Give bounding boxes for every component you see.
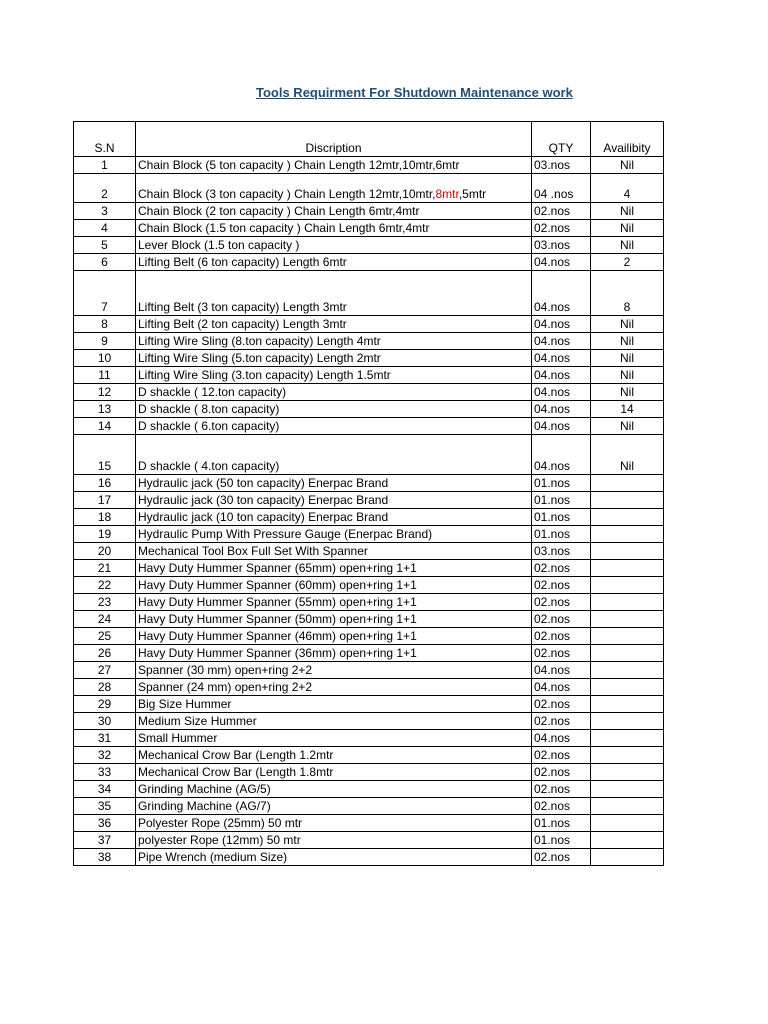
cell-description: Big Size Hummer <box>136 696 532 713</box>
table-row <box>74 254 664 271</box>
cell-description: Havy Duty Hummer Spanner (36mm) open+ring 1+1 <box>136 645 532 662</box>
cell-availability <box>591 849 664 866</box>
table-row <box>74 157 664 174</box>
cell-description: D shackle ( 6.ton capacity) <box>136 418 532 435</box>
cell-description: Pipe Wrench (medium Size) <box>136 849 532 866</box>
cell-availability <box>591 713 664 730</box>
cell-availability: Nil <box>591 316 664 333</box>
table-row <box>74 492 664 509</box>
cell-qty: 01.nos <box>532 509 591 526</box>
cell-qty: 01.nos <box>532 492 591 509</box>
cell-availability <box>591 679 664 696</box>
cell-description: Grinding Machine (AG/7) <box>136 798 532 815</box>
cell-availability: Nil <box>591 203 664 220</box>
cell-availability: Nil <box>591 418 664 435</box>
cell-availability <box>591 798 664 815</box>
cell-availability <box>591 543 664 560</box>
table-row <box>74 577 664 594</box>
cell-qty: 03.nos <box>532 543 591 560</box>
cell-sn: 35 <box>74 798 136 815</box>
cell-sn: 17 <box>74 492 136 509</box>
cell-qty: 04.nos <box>532 384 591 401</box>
cell-sn: 28 <box>74 679 136 696</box>
table-row <box>74 679 664 696</box>
cell-availability: Nil <box>591 220 664 237</box>
cell-description: Havy Duty Hummer Spanner (65mm) open+ring 1+1 <box>136 560 532 577</box>
cell-description: Havy Duty Hummer Spanner (60mm) open+ring 1+1 <box>136 577 532 594</box>
cell-availability: Nil <box>591 350 664 367</box>
cell-qty: 01.nos <box>532 815 591 832</box>
cell-description: Hydraulic jack (10 ton capacity) Enerpac Brand <box>136 509 532 526</box>
cell-availability <box>591 526 664 543</box>
cell-description: Lifting Wire Sling (5.ton capacity) Length 2mtr <box>136 350 532 367</box>
header-row <box>74 122 664 157</box>
cell-sn: 1 <box>74 157 136 174</box>
cell-description: Havy Duty Hummer Spanner (50mm) open+ring 1+1 <box>136 611 532 628</box>
table-row <box>74 509 664 526</box>
cell-sn: 19 <box>74 526 136 543</box>
cell-qty: 04.nos <box>532 662 591 679</box>
cell-availability <box>591 611 664 628</box>
cell-availability <box>591 832 664 849</box>
cell-description: Chain Block (5 ton capacity ) Chain Length 12mtr,10mtr,6mtr <box>136 157 532 174</box>
cell-description: Spanner (30 mm) open+ring 2+2 <box>136 662 532 679</box>
table-row <box>74 781 664 798</box>
cell-sn: 23 <box>74 594 136 611</box>
desc-part: ,5mtr <box>458 187 487 201</box>
cell-sn: 18 <box>74 509 136 526</box>
tools-table <box>73 121 664 866</box>
cell-sn: 24 <box>74 611 136 628</box>
cell-description: Medium Size Hummer <box>136 713 532 730</box>
table-row <box>74 316 664 333</box>
cell-sn: 37 <box>74 832 136 849</box>
cell-qty: 02.nos <box>532 203 591 220</box>
cell-sn: 6 <box>74 254 136 271</box>
cell-availability <box>591 628 664 645</box>
cell-description: Spanner (24 mm) open+ring 2+2 <box>136 679 532 696</box>
cell-sn: 20 <box>74 543 136 560</box>
cell-qty: 02.nos <box>532 849 591 866</box>
cell-description: Mechanical Crow Bar (Length 1.2mtr <box>136 747 532 764</box>
cell-sn: 26 <box>74 645 136 662</box>
cell-sn: 5 <box>74 237 136 254</box>
cell-description: Mechanical Crow Bar (Length 1.8mtr <box>136 764 532 781</box>
cell-availability: Nil <box>591 435 664 475</box>
table-row <box>74 475 664 492</box>
table-row <box>74 798 664 815</box>
table-row <box>74 645 664 662</box>
cell-sn: 12 <box>74 384 136 401</box>
cell-sn: 10 <box>74 350 136 367</box>
cell-qty: 02.nos <box>532 594 591 611</box>
cell-availability <box>591 509 664 526</box>
cell-availability: 14 <box>591 401 664 418</box>
cell-qty: 02.nos <box>532 798 591 815</box>
header-description: Discription <box>136 122 532 157</box>
table-row <box>74 747 664 764</box>
table-row <box>74 662 664 679</box>
cell-sn: 31 <box>74 730 136 747</box>
cell-availability: 2 <box>591 254 664 271</box>
cell-qty: 04 .nos <box>532 174 591 203</box>
cell-availability <box>591 560 664 577</box>
header-qty: QTY <box>532 122 591 157</box>
cell-qty: 04.nos <box>532 679 591 696</box>
cell-description: Chain Block (2 ton capacity ) Chain Length 6mtr,4mtr <box>136 203 532 220</box>
cell-description: Lifting Wire Sling (3.ton capacity) Length 1.5mtr <box>136 367 532 384</box>
cell-description: Havy Duty Hummer Spanner (55mm) open+ring 1+1 <box>136 594 532 611</box>
cell-availability: 4 <box>591 174 664 203</box>
cell-qty: 02.nos <box>532 577 591 594</box>
table-row <box>74 174 664 203</box>
cell-qty: 02.nos <box>532 560 591 577</box>
cell-qty: 04.nos <box>532 730 591 747</box>
cell-sn: 11 <box>74 367 136 384</box>
cell-availability: Nil <box>591 157 664 174</box>
cell-availability: Nil <box>591 384 664 401</box>
cell-availability <box>591 475 664 492</box>
cell-sn: 8 <box>74 316 136 333</box>
table-row <box>74 333 664 350</box>
cell-sn: 33 <box>74 764 136 781</box>
table-row <box>74 611 664 628</box>
cell-qty: 04.nos <box>532 401 591 418</box>
cell-qty: 02.nos <box>532 220 591 237</box>
table-row <box>74 628 664 645</box>
cell-description: Lever Block (1.5 ton capacity ) <box>136 237 532 254</box>
cell-sn: 38 <box>74 849 136 866</box>
cell-availability <box>591 781 664 798</box>
cell-description: polyester Rope (12mm) 50 mtr <box>136 832 532 849</box>
cell-sn: 16 <box>74 475 136 492</box>
cell-sn: 32 <box>74 747 136 764</box>
cell-sn: 7 <box>74 271 136 316</box>
header-availability: Availibity <box>591 122 664 157</box>
cell-sn: 27 <box>74 662 136 679</box>
cell-qty: 02.nos <box>532 764 591 781</box>
cell-availability: Nil <box>591 237 664 254</box>
cell-availability <box>591 645 664 662</box>
table-row <box>74 435 664 475</box>
cell-qty: 04.nos <box>532 333 591 350</box>
table-row <box>74 203 664 220</box>
table-row <box>74 815 664 832</box>
cell-sn: 9 <box>74 333 136 350</box>
cell-description: Small Hummer <box>136 730 532 747</box>
cell-availability <box>591 662 664 679</box>
cell-availability <box>591 577 664 594</box>
cell-availability <box>591 492 664 509</box>
cell-description: Hydraulic Pump With Pressure Gauge (Enerpac Brand) <box>136 526 532 543</box>
cell-availability <box>591 730 664 747</box>
cell-qty: 04.nos <box>532 271 591 316</box>
cell-qty: 04.nos <box>532 418 591 435</box>
cell-qty: 03.nos <box>532 237 591 254</box>
table-row <box>74 832 664 849</box>
cell-availability: 8 <box>591 271 664 316</box>
table-row <box>74 594 664 611</box>
table-row <box>74 220 664 237</box>
cell-sn: 15 <box>74 435 136 475</box>
cell-qty: 04.nos <box>532 254 591 271</box>
cell-qty: 02.nos <box>532 747 591 764</box>
cell-qty: 02.nos <box>532 781 591 798</box>
cell-description: Hydraulic jack (50 ton capacity) Enerpac Brand <box>136 475 532 492</box>
header-sn: S.N <box>74 122 136 157</box>
table-row <box>74 849 664 866</box>
table-row <box>74 237 664 254</box>
cell-qty: 02.nos <box>532 645 591 662</box>
desc-highlight: 8mtr <box>435 187 459 201</box>
cell-qty: 02.nos <box>532 713 591 730</box>
cell-sn: 4 <box>74 220 136 237</box>
cell-sn: 3 <box>74 203 136 220</box>
desc-part: Chain Block (3 ton capacity ) Chain Length 12mtr,10mtr, <box>138 187 436 201</box>
cell-description: Chain Block (1.5 ton capacity ) Chain Length 6mtr,4mtr <box>136 220 532 237</box>
cell-availability <box>591 696 664 713</box>
cell-sn: 14 <box>74 418 136 435</box>
table-row <box>74 271 664 316</box>
cell-availability <box>591 747 664 764</box>
cell-description <box>136 174 532 203</box>
cell-qty: 04.nos <box>532 435 591 475</box>
cell-description: Lifting Belt (2 ton capacity) Length 3mtr <box>136 316 532 333</box>
cell-qty: 01.nos <box>532 475 591 492</box>
cell-sn: 13 <box>74 401 136 418</box>
cell-sn: 25 <box>74 628 136 645</box>
cell-description: D shackle ( 4.ton capacity) <box>136 435 532 475</box>
cell-qty: 02.nos <box>532 628 591 645</box>
cell-qty: 04.nos <box>532 367 591 384</box>
table-row <box>74 764 664 781</box>
cell-description: Lifting Belt (6 ton capacity) Length 6mtr <box>136 254 532 271</box>
cell-qty: 03.nos <box>532 157 591 174</box>
cell-sn: 21 <box>74 560 136 577</box>
table-row <box>74 350 664 367</box>
table-row <box>74 713 664 730</box>
cell-availability <box>591 764 664 781</box>
table-row <box>74 418 664 435</box>
table-row <box>74 401 664 418</box>
cell-sn: 36 <box>74 815 136 832</box>
cell-availability: Nil <box>591 367 664 384</box>
cell-description: Lifting Belt (3 ton capacity) Length 3mtr <box>136 271 532 316</box>
table-row <box>74 560 664 577</box>
cell-description: D shackle ( 12.ton capacity) <box>136 384 532 401</box>
cell-availability <box>591 815 664 832</box>
table-row <box>74 526 664 543</box>
cell-description: Lifting Wire Sling (8.ton capacity) Length 4mtr <box>136 333 532 350</box>
page-title: Tools Requirment For Shutdown Maintenance work <box>256 85 573 100</box>
cell-availability: Nil <box>591 333 664 350</box>
cell-description: Mechanical Tool Box Full Set With Spanner <box>136 543 532 560</box>
cell-qty: 02.nos <box>532 696 591 713</box>
cell-description: Polyester Rope (25mm) 50 mtr <box>136 815 532 832</box>
cell-sn: 30 <box>74 713 136 730</box>
cell-qty: 04.nos <box>532 350 591 367</box>
table-row <box>74 543 664 560</box>
table-row <box>74 384 664 401</box>
cell-qty: 04.nos <box>532 316 591 333</box>
cell-sn: 29 <box>74 696 136 713</box>
cell-qty: 01.nos <box>532 832 591 849</box>
cell-description: Hydraulic jack (30 ton capacity) Enerpac Brand <box>136 492 532 509</box>
table-row <box>74 730 664 747</box>
cell-availability <box>591 594 664 611</box>
table-row <box>74 367 664 384</box>
cell-qty: 01.nos <box>532 526 591 543</box>
cell-description: D shackle ( 8.ton capacity) <box>136 401 532 418</box>
cell-sn: 2 <box>74 174 136 203</box>
cell-description: Havy Duty Hummer Spanner (46mm) open+ring 1+1 <box>136 628 532 645</box>
table-row <box>74 696 664 713</box>
cell-qty: 02.nos <box>532 611 591 628</box>
cell-description: Grinding Machine (AG/5) <box>136 781 532 798</box>
cell-sn: 22 <box>74 577 136 594</box>
cell-sn: 34 <box>74 781 136 798</box>
